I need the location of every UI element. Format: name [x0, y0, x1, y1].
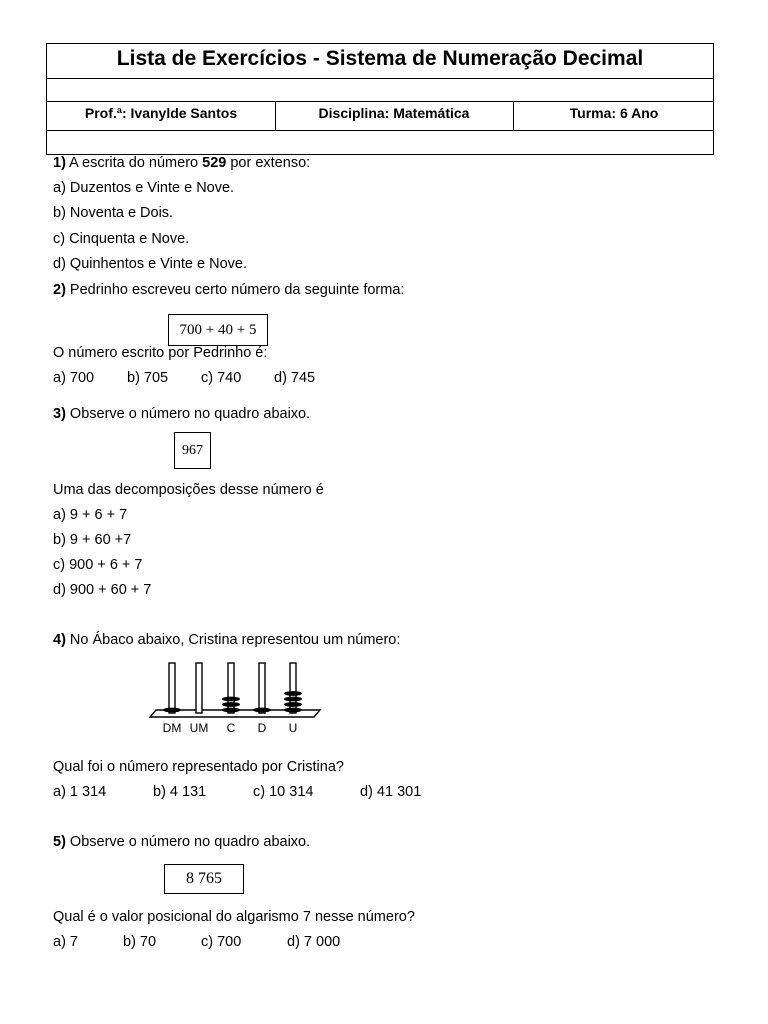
q4-option-c: c) 10 314	[253, 784, 314, 800]
abacus-bead	[284, 691, 302, 696]
abacus-rod	[169, 663, 175, 713]
page-title: Lista de Exercícios - Sistema de Numeração Decimal	[116, 47, 644, 70]
q3-option-a: a) 9 + 6 + 7	[53, 507, 128, 523]
q1-option-c: c) Cinquenta e Nove.	[53, 231, 190, 247]
q5-question: Qual é o valor posicional do algarismo 7 nesse número?	[53, 909, 415, 925]
abacus-bead	[222, 708, 240, 713]
question-number: 2)	[53, 282, 66, 298]
q4-question: Qual foi o número representado por Cristina?	[53, 759, 344, 775]
abacus-label: DM	[162, 721, 182, 735]
q5-option-c: c) 700	[201, 934, 242, 950]
q5-option-a: a) 7	[53, 934, 78, 950]
abacus-label: U	[288, 721, 298, 735]
q1-option-d: d) Quinhentos e Vinte e Nove.	[53, 256, 247, 272]
q3-option-b: b) 9 + 60 +7	[53, 532, 132, 548]
abacus-label: UM	[189, 721, 209, 735]
number-highlight: 529	[202, 155, 227, 171]
discipline-cell: Disciplina: Matemática	[318, 105, 470, 121]
q2-question: O número escrito por Pedrinho é:	[53, 345, 268, 361]
q3-question: Uma das decomposições desse número é	[53, 482, 324, 498]
number-box: 967	[174, 432, 211, 469]
question-2: 2) Pedrinho escreveu certo número da seguinte forma:	[53, 282, 405, 298]
q1-option-a: a) Duzentos e Vinte e Nove.	[53, 180, 235, 196]
abacus-bead	[222, 697, 240, 702]
abacus-rod	[259, 663, 265, 713]
question-4: 4) No Ábaco abaixo, Cristina representou um número:	[53, 632, 401, 648]
q4-option-d: d) 41 301	[360, 784, 422, 800]
q2-option-b: b) 705	[127, 370, 169, 386]
abacus-rod	[196, 663, 202, 713]
table-divider	[47, 78, 713, 79]
q5-option-b: b) 70	[123, 934, 157, 950]
abacus-bead	[253, 708, 271, 713]
abacus-label: C	[226, 721, 236, 735]
question-3: 3) Observe o número no quadro abaixo.	[53, 406, 311, 422]
header-table	[46, 43, 714, 155]
abacus-bead	[284, 708, 302, 713]
q2-option-d: d) 745	[274, 370, 316, 386]
question-number: 3)	[53, 406, 66, 422]
question-number: 1)	[53, 155, 66, 171]
q4-option-a: a) 1 314	[53, 784, 107, 800]
q3-option-c: c) 900 + 6 + 7	[53, 557, 143, 573]
abacus-bead	[284, 702, 302, 707]
abacus-bead	[222, 702, 240, 707]
abacus	[146, 660, 322, 740]
q2-option-a: a) 700	[53, 370, 95, 386]
q3-option-d: d) 900 + 60 + 7	[53, 582, 152, 598]
question-number: 5)	[53, 834, 66, 850]
q4-option-b: b) 4 131	[153, 784, 207, 800]
question-number: 4)	[53, 632, 66, 648]
abacus-bead	[163, 708, 181, 713]
q2-option-c: c) 740	[201, 370, 242, 386]
number-box: 8 765	[164, 864, 244, 894]
question-5: 5) Observe o número no quadro abaixo.	[53, 834, 311, 850]
q1-option-b: b) Noventa e Dois.	[53, 205, 174, 221]
expression-box: 700 + 40 + 5	[168, 314, 268, 346]
question-1: 1) A escrita do número 529 por extenso:	[53, 155, 311, 171]
abacus-bead	[284, 697, 302, 702]
class-cell: Turma: 6 Ano	[569, 105, 659, 121]
q5-option-d: d) 7 000	[287, 934, 341, 950]
abacus-label: D	[257, 721, 267, 735]
professor-cell: Prof.ª: Ivanylde Santos	[84, 105, 238, 121]
